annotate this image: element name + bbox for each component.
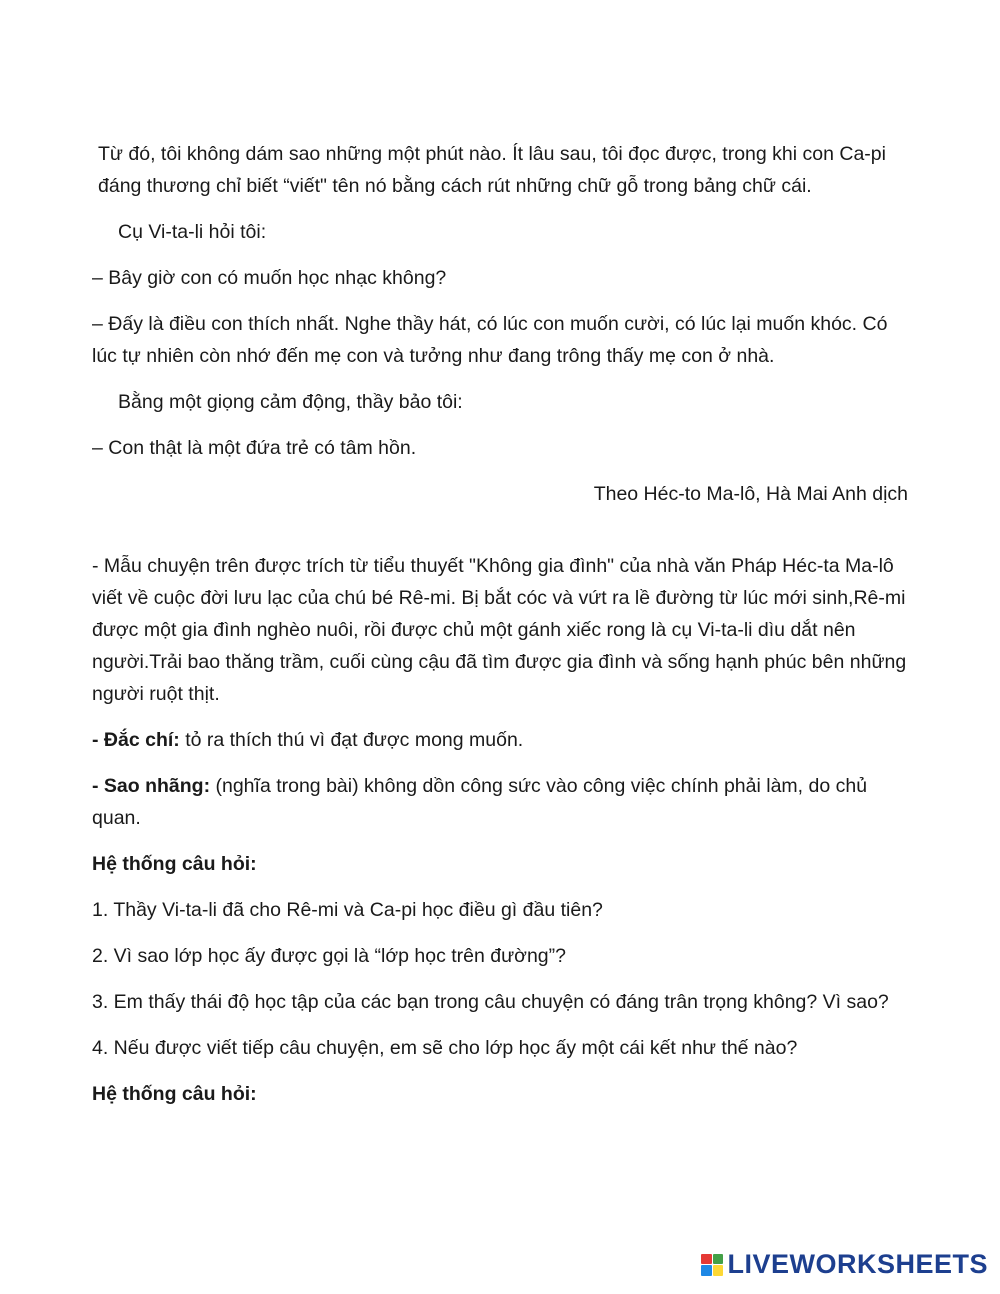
- logo-square-red: [701, 1254, 712, 1265]
- vocab-sao-nhang: [92, 770, 908, 834]
- vocab-definition: (nghĩa trong bài) không dồn công sức vào công việc chính phải làm, do chủ quan.: [92, 775, 868, 829]
- liveworksheets-logo: [701, 1249, 988, 1280]
- story-paragraph-2: Cụ Vi-ta-li hỏi tôi:: [118, 221, 267, 243]
- vocab-dac-chi: [92, 724, 908, 756]
- question-item: 3. Em thấy thái độ học tập của các bạn trong câu chuyện có đáng trân trọng không? Vì sao?: [92, 991, 889, 1013]
- question-item: 1. Thầy Vi-ta-li đã cho Rê-mi và Ca-pi học điều gì đầu tiên?: [92, 899, 603, 921]
- vocab-definition: tỏ ra thích thú vì đạt được mong muốn.: [179, 729, 524, 751]
- story-paragraph-5: Bằng một giọng cảm động, thầy bảo tôi:: [118, 391, 463, 413]
- question-item: 4. Nếu được viết tiếp câu chuyện, em sẽ cho lớp học ấy một cái kết như thế nào?: [92, 1037, 798, 1059]
- story-paragraph-1: Từ đó, tôi không dám sao những một phút nào. Ít lâu sau, tôi đọc được, trong khi con Ca-pi đáng thương chỉ biết “viết" tên nó bằng cách rút những chữ gỗ trong bảng chữ cái.: [98, 143, 886, 197]
- question-item: 2. Vì sao lớp học ấy được gọi là “lớp học trên đường”?: [92, 945, 566, 967]
- logo-square-blue: [701, 1265, 712, 1276]
- story-paragraph-6: – Con thật là một đứa trẻ có tâm hồn.: [92, 437, 417, 459]
- story-introduction: - Mẫu chuyện trên được trích từ tiểu thuyết "Không gia đình" của nhà văn Pháp Héc-ta Ma-lô viết về cuộc đời lưu lạc của chú bé Rê-mi. Bị bắt cóc và vứt ra lề đường từ lúc mới sinh,Rê-mi được một gia đình nghèo nuôi, rồi được chủ một gánh xiếc rong là cụ Vi-ta-li dìu dắt nên người.Trải bao thăng trầm, cuối cùng cậu đã tìm được gia đình và sống hạnh phúc bên những người ruột thịt.: [92, 555, 907, 705]
- liveworksheets-logo-icon: [701, 1254, 723, 1276]
- liveworksheets-logo-text: LIVEWORKSHEETS: [727, 1249, 988, 1279]
- questions-heading-2: Hệ thống câu hỏi:: [92, 1083, 257, 1105]
- logo-square-yellow: [713, 1265, 724, 1276]
- worksheet-page: [92, 138, 908, 1124]
- story-paragraph-4: – Đấy là điều con thích nhất. Nghe thầy hát, có lúc con muốn cười, có lúc lại muốn khóc. Có lúc tự nhiên còn nhớ đến mẹ con và tưởng như đang trông thấy mẹ con ở nhà.: [92, 313, 888, 367]
- story-attribution: Theo Héc-to Ma-lô, Hà Mai Anh dịch: [593, 483, 908, 505]
- logo-square-green: [713, 1254, 724, 1265]
- questions-heading: Hệ thống câu hỏi:: [92, 853, 257, 875]
- vocab-term: - Đắc chí:: [92, 729, 180, 751]
- story-paragraph-3: – Bây giờ con có muốn học nhạc không?: [92, 267, 447, 289]
- vocab-term: - Sao nhãng:: [92, 775, 211, 797]
